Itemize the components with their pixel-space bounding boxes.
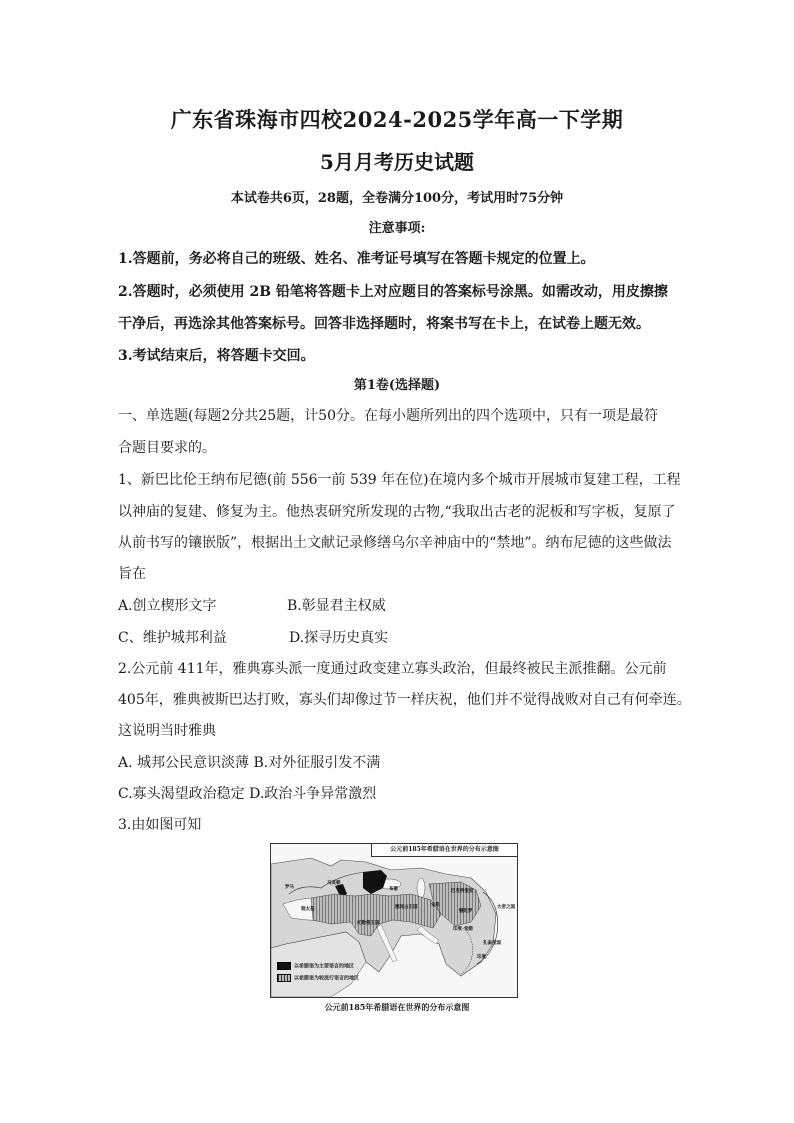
q1-stem-line-3: 从前书写的镶嵌版”，根据出土文献记录修缮乌尔辛神庙中的“禁地”。纳布尼德的这些做法 — [118, 535, 672, 551]
q2-stem-line-2: 405年，雅典被斯巴达打败，寡头们却像过节一样庆祝，他们并不觉得战败对自己有何牵连。 — [118, 692, 691, 708]
q1-option-b: B.彰显君主权威 — [287, 598, 386, 614]
exam-subtitle: 本试卷共6页，28题，全卷满分100分，考试用时75分钟 — [230, 191, 564, 206]
legend-swatch-primary — [277, 962, 291, 970]
legend-label-primary: 以希腊语为主要语言的地区 — [294, 963, 355, 970]
instruction-line-1: 一、单选题(每题2分共25题，计50分。在每小题所列出的四个选项中，只有一项是最符 — [118, 408, 658, 424]
map-label: 犍陀罗 — [459, 909, 473, 914]
notice-1: 1.答题前，务必将自己的班级、姓名、准考证号填写在答题卡规定的位置上。 — [118, 251, 595, 267]
q1-stem-line-4: 旨在 — [118, 566, 146, 582]
q1-option-a: A.创立楔形文字 — [118, 598, 217, 614]
map-label: 印度-希腊 — [453, 927, 473, 932]
notice-heading: 注意事项: — [368, 221, 426, 236]
notice-2: 2.答题时，必须使用 2B 铅笔将答题卡上对应题目的答案标号涂黑。如需改动，用皮擦擦 — [118, 284, 668, 300]
map-label: 马其顿 — [327, 881, 341, 886]
map-label: 托勒密王国 — [357, 921, 380, 926]
legend-swatch-secondary — [277, 974, 291, 982]
map-label: 布匿 — [389, 887, 398, 892]
map-legend-secondary — [277, 974, 359, 982]
exam-title-line2: 5月月考历史试题 — [320, 150, 474, 174]
map-label: 迦太基 — [301, 907, 315, 912]
map-title: 公元前185年希腊语在世界的分布示意图 — [371, 844, 517, 857]
map-caption: 公元前185年希腊语在世界的分布示意图 — [324, 1002, 470, 1012]
notice-3: 3.考试结束后，将答题卡交回。 — [118, 348, 315, 364]
q2-options-row-1: A. 城邦公民意识淡薄 B.对外征服引发不满 — [118, 755, 381, 771]
map-label: 孔雀帝国 — [483, 941, 501, 946]
q1-option-c: C、维护城邦利益 — [118, 630, 227, 646]
map-label: 印度 — [477, 955, 486, 960]
map-label: 塞琉古王国 — [395, 905, 418, 910]
map-label: 罗马 — [285, 885, 294, 890]
legend-label-secondary: 以希腊语为较流行语言的地区 — [294, 975, 360, 982]
map-label: 大帝之国 — [497, 905, 515, 910]
q1-stem-line-1: 1、新巴比伦王纳布尼德(前 556一前 539 年在位)在境内多个城市开展城市复建工程，工程 — [118, 472, 681, 488]
greek-language-map — [270, 843, 518, 998]
section-title: 第1卷(选择题) — [353, 378, 441, 393]
q2-stem-line-3: 这说明当时雅典 — [118, 723, 216, 739]
notice-2-cont: 干净后，再选涂其他答案标号。回答非选择题时，将案书写在卡上，在试卷上题无效。 — [118, 316, 650, 332]
map-label: 巴克特里亚 — [451, 889, 474, 894]
q1-option-d: D.探寻历史真实 — [289, 630, 389, 646]
exam-title-line1: 广东省珠海市四校2024-2025学年高一下学期 — [170, 107, 624, 132]
q3-stem: 3.由如图可知 — [118, 817, 202, 833]
map-label: 安息 — [431, 903, 440, 908]
q2-stem-line-1: 2.公元前 411年，雅典寡头派一度通过政变建立寡头政治，但最终被民主派推翻。公元前 — [118, 661, 667, 677]
q2-options-row-2: C.寡头渴望政治稳定 D.政治斗争异常激烈 — [118, 786, 377, 802]
map-legend-primary — [277, 962, 354, 970]
instruction-line-2: 合题目要求的。 — [118, 440, 216, 456]
q1-stem-line-2: 以神庙的复建、修复为主。他热衷研究所发现的古物,“我取出古老的泥板和写字板，复原了 — [118, 504, 676, 520]
